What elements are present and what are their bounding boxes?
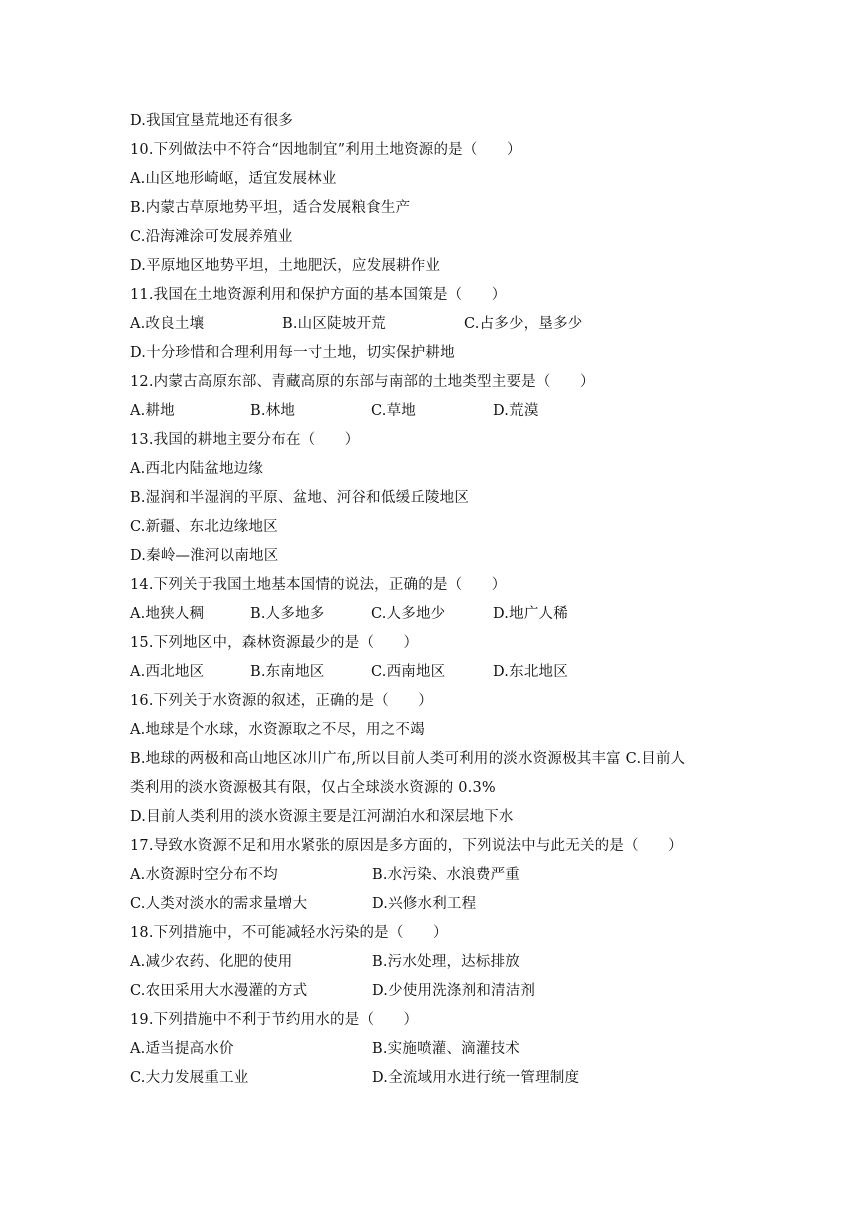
option-d: D.全流域用水进行统一管理制度 [372,1070,580,1086]
option-b: B.水污染、水浪费严重 [372,867,520,883]
option-d: D.地广人稀 [493,606,568,622]
question-14: 14.下列关于我国土地基本国情的说法，正确的是（ ） [130,577,507,593]
option-a: A.西北地区 [130,664,205,680]
question-18: 18.下列措施中，不可能减轻水污染的是（ ） [130,925,448,941]
question-15: 15.下列地区中，森林资源最少的是（ ） [130,635,419,651]
option-c: C.农田采用大水漫灌的方式 [130,983,308,999]
option-line: D.目前人类利用的淡水资源主要是江河湖泊水和深层地下水 [130,809,514,825]
option-line: C.沿海滩涂可发展养殖业 [130,229,293,245]
question-12: 12.内蒙古高原东部、青藏高原的东部与南部的土地类型主要是（ ） [130,374,595,390]
question-13: 13.我国的耕地主要分布在（ ） [130,432,360,448]
option-line: B.湿润和半湿润的平原、盆地、河谷和低缓丘陵地区 [130,490,470,506]
option-c: C.草地 [371,403,416,419]
question-10: 10.下列做法中不符合“因地制宜”利用土地资源的是（ ） [130,142,522,158]
option-a: A.耕地 [130,403,175,419]
option-b: B.林地 [250,403,296,419]
option-a: A.减少农药、化肥的使用 [130,954,293,970]
option-c: C.大力发展重工业 [130,1070,249,1086]
option-c: C.人多地少 [371,606,446,622]
option-c: C.占多少，垦多少 [464,316,583,332]
option-line: D.我国宜垦荒地还有很多 [130,113,294,129]
option-b: B.人多地多 [250,606,325,622]
option-line: A.西北内陆盆地边缘 [130,461,264,477]
option-d: D.少使用洗涤剂和清洁剂 [372,983,536,999]
option-line: A.地球是个水球，水资源取之不尽，用之不竭 [130,722,425,738]
question-11: 11.我国在土地资源利用和保护方面的基本国策是（ ） [130,287,507,303]
option-line: 类利用的淡水资源极其有限，仅占全球淡水资源的 0.3% [130,780,496,796]
option-line: D.秦岭—淮河以南地区 [130,548,279,564]
option-a: A.地狭人稠 [130,606,205,622]
option-line: D.平原地区地势平坦，土地肥沃，应发展耕作业 [130,258,441,274]
option-line: C.新疆、东北边缘地区 [130,519,278,535]
question-16: 16.下列关于水资源的叙述，正确的是（ ） [130,693,433,709]
option-b: B.污水处理，达标排放 [372,954,520,970]
question-17: 17.导致水资源不足和用水紧张的原因是多方面的，下列说法中与此无关的是（ ） [130,838,683,854]
option-a: A.改良土壤 [130,316,205,332]
option-d: D.兴修水利工程 [372,896,477,912]
option-line: B.内蒙古草原地势平坦，适合发展粮食生产 [130,200,411,216]
option-b: B.山区陡坡开荒 [282,316,386,332]
option-line: A.山区地形崎岖，适宜发展林业 [130,171,337,187]
option-b: B.实施喷灌、滴灌技术 [372,1041,520,1057]
option-a: A.水资源时空分布不均 [130,867,278,883]
option-b: B.东南地区 [250,664,325,680]
option-a: A.适当提高水价 [130,1041,234,1057]
question-19: 19.下列措施中不利于节约用水的是（ ） [130,1012,419,1028]
option-d: D.东北地区 [493,664,568,680]
option-c: C.西南地区 [371,664,446,680]
option-d: D.荒漠 [493,403,539,419]
option-line: D.十分珍惜和合理利用每一寸土地，切实保护耕地 [130,345,455,361]
option-line: B.地球的两极和高山地区冰川广布,所以目前人类可利用的淡水资源极其丰富 C.目前人 [130,751,686,767]
option-c: C.人类对淡水的需求量增大 [130,896,308,912]
